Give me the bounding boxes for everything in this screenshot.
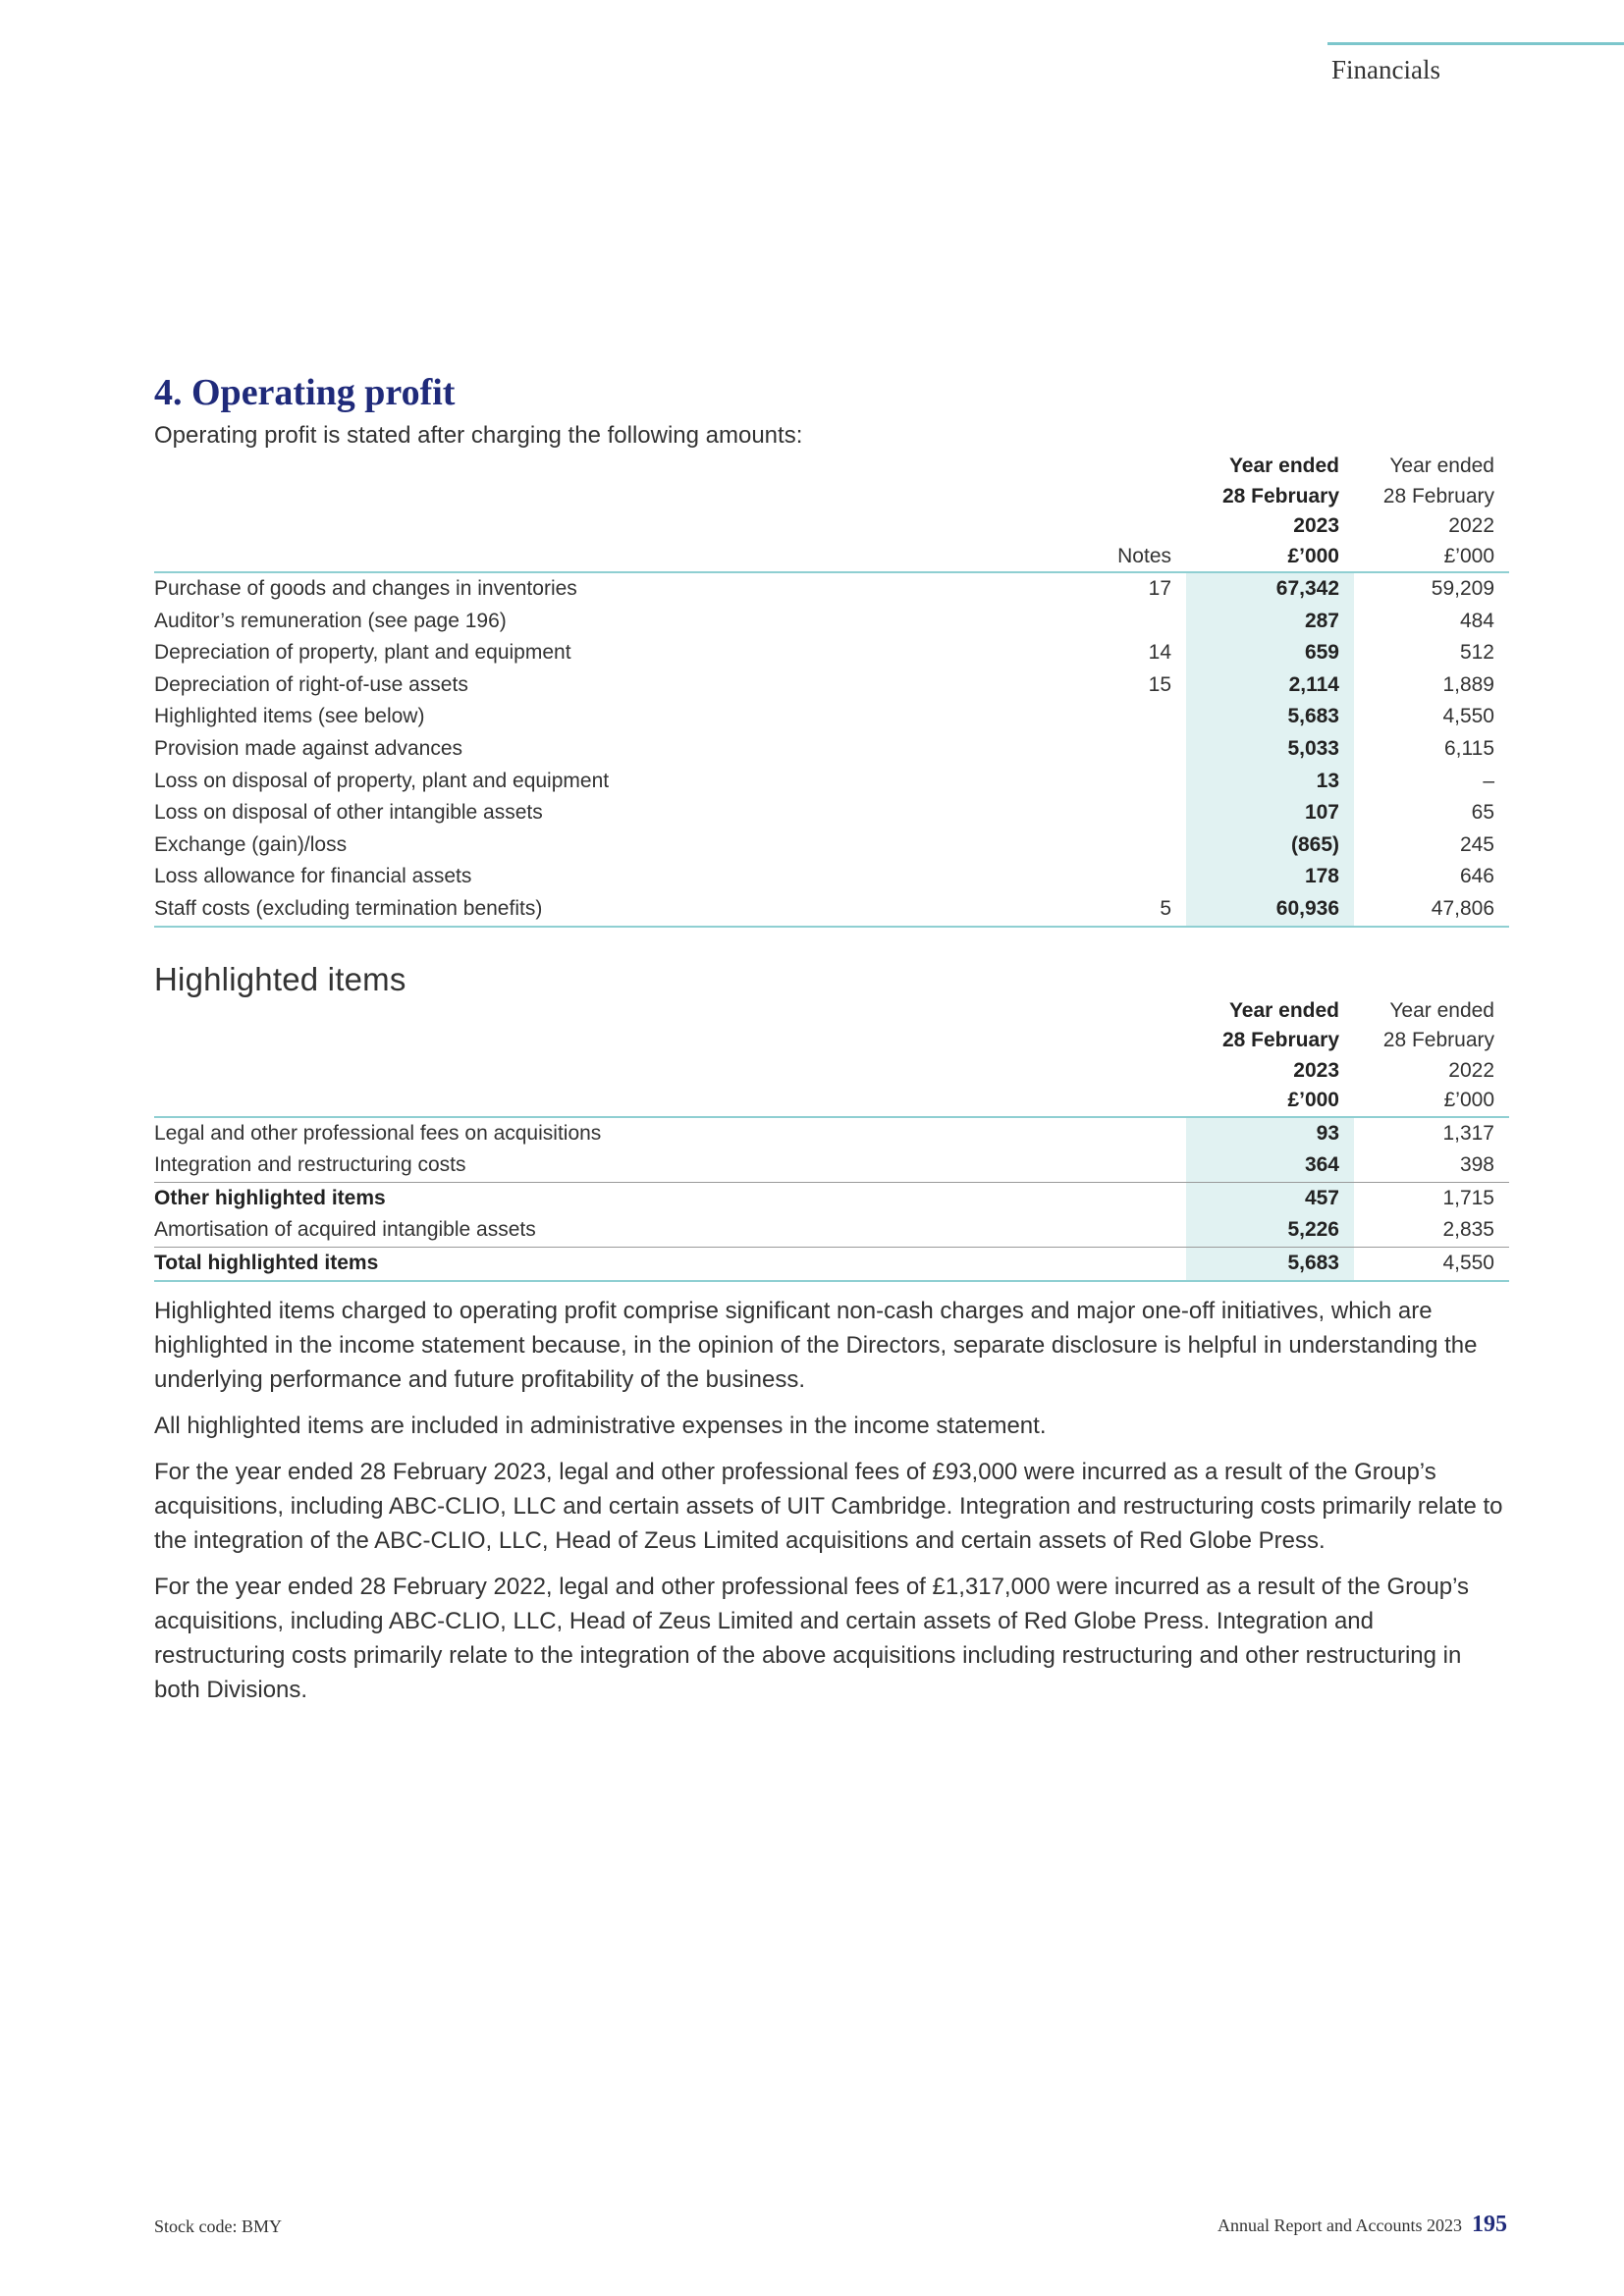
header-cur: £’000 — [1186, 1086, 1354, 1117]
table-header-row — [154, 511, 1509, 542]
row-value-2023: 5,226 — [1186, 1214, 1354, 1247]
row-value-2022: 47,806 — [1354, 893, 1509, 927]
row-label: Depreciation of property, plant and equipment — [154, 641, 571, 665]
operating-profit-table — [154, 452, 1509, 928]
header-cur: 28 February — [1221, 484, 1339, 507]
row-label: Loss allowance for financial assets — [154, 865, 472, 888]
row-note — [1048, 861, 1186, 893]
row-value-2022: 2,835 — [1442, 1218, 1494, 1242]
row-note — [1048, 701, 1186, 733]
table-row — [154, 733, 1509, 766]
footer-report — [1218, 2212, 1507, 2238]
row-label: Staff costs (excluding termination benefits) — [154, 893, 1048, 927]
page-title: 4. Operating profit — [154, 372, 456, 413]
header-cur: £’000 — [1186, 542, 1354, 573]
row-label: Integration and restructuring costs — [154, 1153, 466, 1177]
row-value-2023: 659 — [1186, 637, 1354, 669]
row-note — [1048, 733, 1186, 766]
row-label: Total highlighted items — [154, 1247, 1048, 1280]
table-header-row — [154, 542, 1509, 573]
row-value-2022: 245 — [1459, 832, 1494, 856]
row-value-2022: 646 — [1459, 865, 1494, 888]
table-header-row — [154, 996, 1509, 1027]
row-value-2022: 1,317 — [1442, 1121, 1494, 1145]
row-value-2022: 59,209 — [1431, 577, 1494, 600]
intro-text: Operating profit is stated after charging the following amounts: — [154, 422, 803, 449]
row-value-2022: 512 — [1459, 641, 1494, 665]
row-value-2022: 4,550 — [1442, 705, 1494, 728]
row-value-2023: 107 — [1186, 797, 1354, 829]
row-value-2023: 178 — [1186, 861, 1354, 893]
header-notes: Notes — [1048, 542, 1186, 573]
row-value-2022: 398 — [1459, 1153, 1494, 1177]
row-value-2022: 1,889 — [1442, 672, 1494, 696]
page-number: 195 — [1472, 2212, 1507, 2237]
table-header-row — [154, 1086, 1509, 1117]
row-value-2022: 65 — [1471, 801, 1494, 825]
row-note — [1048, 766, 1186, 798]
body-paragraph: All highlighted items are included in administrative expenses in the income statement. — [154, 1412, 1047, 1439]
page-content — [154, 371, 1509, 1707]
table-row — [154, 637, 1509, 669]
total-row — [154, 1247, 1509, 1280]
row-label: Highlighted items (see below) — [154, 705, 425, 728]
table-row — [154, 1149, 1509, 1182]
table-row — [154, 669, 1509, 702]
row-note: 5 — [1048, 893, 1186, 927]
table-row — [154, 829, 1509, 862]
row-value-2023: 5,683 — [1186, 1247, 1354, 1280]
table-row — [154, 861, 1509, 893]
header-cur: 2023 — [1293, 514, 1339, 537]
row-label: Purchase of goods and changes in inventories — [154, 577, 577, 600]
row-note — [1048, 606, 1186, 638]
row-label: Loss on disposal of property, plant and equipment — [154, 769, 610, 792]
row-value-2023: 5,683 — [1186, 701, 1354, 733]
row-value-2022: 484 — [1459, 609, 1494, 632]
row-label: Exchange (gain)/loss — [154, 832, 348, 856]
table-row — [154, 1117, 1509, 1150]
header-cur: Year ended — [1228, 998, 1339, 1022]
subtotal-row — [154, 1182, 1509, 1214]
row-value-2023: 13 — [1186, 766, 1354, 798]
table-header-row — [154, 452, 1509, 482]
highlighted-items-heading: Highlighted items — [154, 960, 406, 997]
table-header-row — [154, 1056, 1509, 1087]
row-label: Loss on disposal of other intangible assets — [154, 801, 543, 825]
header-prior: 2022 — [1448, 1058, 1494, 1082]
header-prior: Year ended — [1389, 454, 1494, 477]
row-value-2022: 6,115 — [1444, 736, 1494, 760]
row-value-2023: 287 — [1186, 606, 1354, 638]
row-value-2023: 2,114 — [1186, 669, 1354, 702]
row-value-2023: 67,342 — [1186, 572, 1354, 606]
row-label: Amortisation of acquired intangible assets — [154, 1218, 536, 1242]
row-label: Provision made against advances — [154, 736, 463, 760]
table-header-row — [154, 1026, 1509, 1056]
table-row — [154, 766, 1509, 798]
header-prior: 2022 — [1448, 514, 1494, 537]
row-note — [1048, 797, 1186, 829]
row-label: Legal and other professional fees on acquisitions — [154, 1121, 602, 1145]
row-value-2023: (865) — [1186, 829, 1354, 862]
header-prior: 28 February — [1382, 1029, 1494, 1052]
row-value-2023: 60,936 — [1186, 893, 1354, 927]
row-value-2023: 457 — [1186, 1182, 1354, 1214]
header-cur: 2023 — [1293, 1058, 1339, 1082]
row-value-2023: 364 — [1186, 1149, 1354, 1182]
table-row — [154, 606, 1509, 638]
table-row — [154, 1214, 1509, 1247]
row-label: Auditor’s remuneration (see page 196) — [154, 609, 507, 632]
table-row — [154, 572, 1509, 606]
row-note — [1048, 829, 1186, 862]
header-prior: Year ended — [1389, 998, 1494, 1022]
row-value-2023: 5,033 — [1186, 733, 1354, 766]
body-paragraph: For the year ended 28 February 2023, legal and other professional fees of £93,000 were incurred as a result of the Group’s acquisitions, including ABC-CLIO, LLC and certain assets of UIT Cambridge. Integration and restructuring costs primarily relate to the integration of the ABC-CLIO, LLC, Head of Zeus Limited acquisitions and certain assets of Red Globe Press. — [154, 1458, 1503, 1554]
highlighted-items-table — [154, 996, 1509, 1282]
table-row — [154, 893, 1509, 927]
row-note: 17 — [1148, 577, 1171, 600]
header-cur: Year ended — [1228, 454, 1339, 477]
body-paragraph: Highlighted items charged to operating profit comprise significant non-cash charges and major one-off initiatives, which are highlighted in the income statement because, in the opinion of the Directors, separate disclosure is helpful in understanding the underlying performance and future profitability of the business. — [154, 1297, 1478, 1393]
row-value-2022: 1,715 — [1354, 1182, 1509, 1214]
row-value-2023: 93 — [1186, 1117, 1354, 1150]
row-note: 15 — [1148, 672, 1171, 696]
header-cur: 28 February — [1221, 1029, 1339, 1052]
table-header-row — [154, 482, 1509, 512]
section-label: Financials — [1331, 55, 1440, 84]
header-prior: 28 February — [1382, 484, 1494, 507]
header-prior: £’000 — [1354, 542, 1509, 573]
row-label: Other highlighted items — [154, 1182, 1048, 1214]
row-note: 14 — [1148, 641, 1171, 665]
table-row — [154, 797, 1509, 829]
row-value-2022: – — [1483, 769, 1494, 792]
footer-report-title: Annual Report and Accounts 2023 — [1218, 2216, 1462, 2235]
header-prior: £’000 — [1354, 1086, 1509, 1117]
row-label: Depreciation of right-of-use assets — [154, 672, 468, 696]
header-rule — [1327, 42, 1624, 45]
body-paragraph: For the year ended 28 February 2022, legal and other professional fees of £1,317,000 were incurred as a result of the Group’s acquisitions, including ABC-CLIO, LLC, Head of Zeus Limited and certain assets of Red Globe Press. Integration and restructuring costs primarily relate to the integration of the above acquisitions including restructuring and other restructuring in both Divisions. — [154, 1573, 1470, 1703]
row-value-2022: 4,550 — [1354, 1247, 1509, 1280]
footer-stock-code: Stock code: BMY — [154, 2216, 282, 2236]
table-row — [154, 701, 1509, 733]
